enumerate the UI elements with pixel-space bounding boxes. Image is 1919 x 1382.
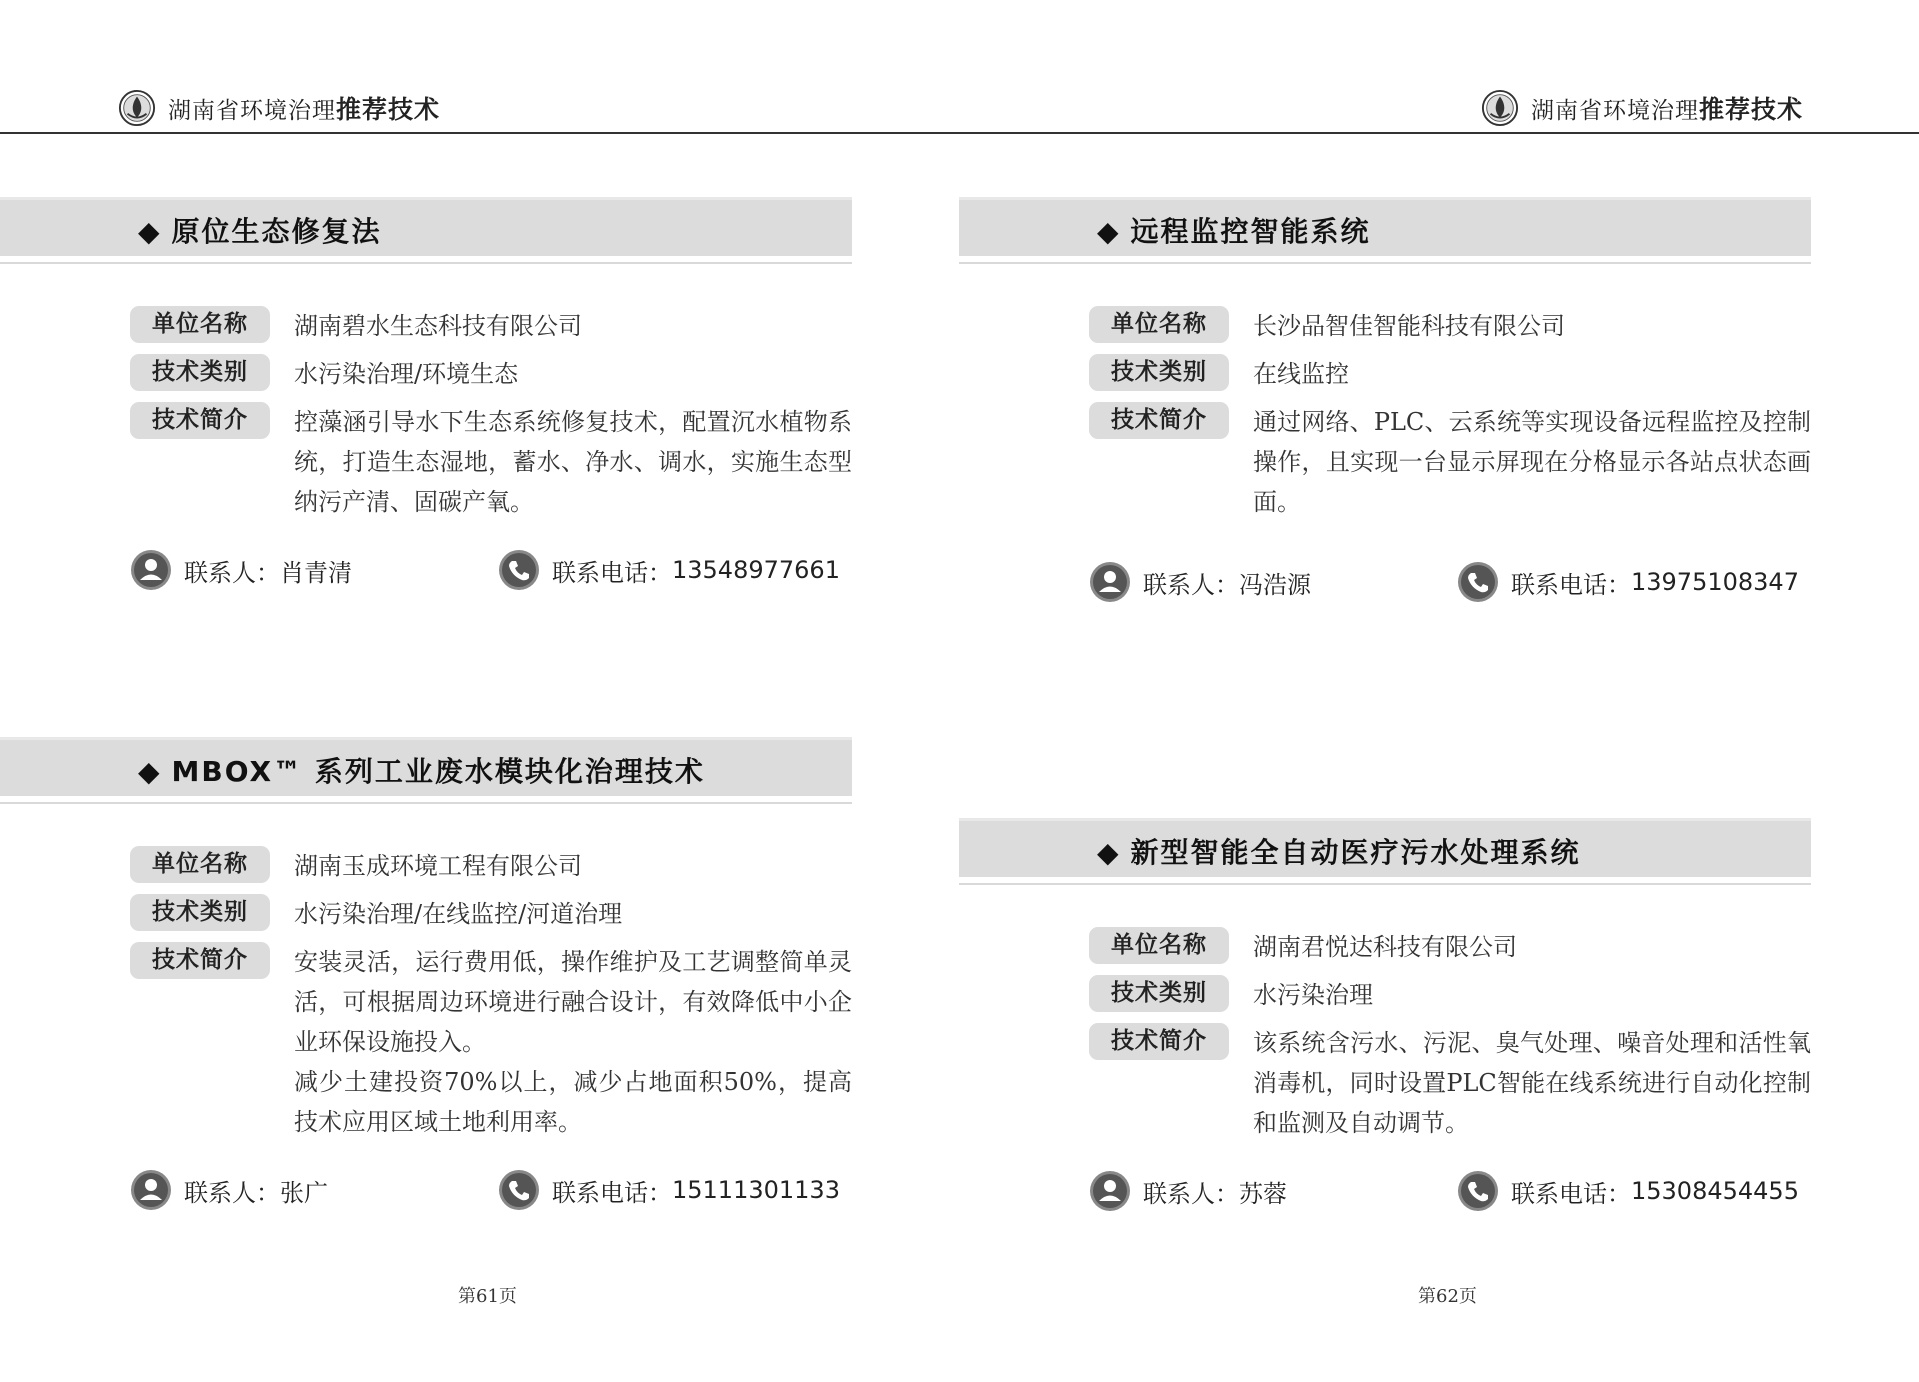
unit-value: 湖南碧水生态科技有限公司 (294, 312, 582, 340)
info-rows (130, 846, 852, 1142)
header-title-bold: 推荐技术 (336, 95, 441, 124)
section-title-bar (0, 197, 852, 256)
unit-value: 长沙品智佳智能科技有限公司 (1253, 312, 1565, 340)
intro-value (1253, 402, 1811, 522)
section-title-bar (0, 737, 852, 796)
intro-row (130, 402, 852, 522)
contact-row (1089, 560, 1811, 604)
contact-person-label: 联系人： (184, 558, 280, 587)
contact-person-label: 联系人： (184, 1178, 280, 1207)
info-rows (130, 306, 852, 522)
contact-phone (498, 1169, 840, 1211)
header-divider (0, 132, 960, 134)
contact-phone-number: 13548977661 (672, 556, 840, 584)
intro-paragraph: 安装灵活，运行费用低，操作维护及工艺调整简单灵活，可根据周边环境进行融合设计，有效降低中小企业环保设施投入。 (294, 948, 852, 1056)
info-rows (1089, 306, 1811, 522)
unit-label: 单位名称 (1089, 927, 1229, 964)
person-icon (1089, 561, 1131, 603)
intro-label: 技术简介 (130, 942, 270, 979)
intro-paragraph: 减少土建投资70%以上，减少占地面积50%，提高技术应用区域土地利用率。 (294, 1068, 852, 1136)
contact-phone-label: 联系电话： (552, 1178, 672, 1207)
contact-person-name: 张广 (280, 1178, 328, 1207)
intro-value (294, 402, 852, 522)
contact-person (1089, 561, 1457, 603)
contact-phone (498, 549, 840, 591)
unit-label: 单位名称 (1089, 306, 1229, 343)
contact-row (130, 548, 852, 592)
contact-phone-number: 13975108347 (1631, 568, 1799, 596)
intro-label: 技术简介 (1089, 1023, 1229, 1060)
diamond-bullet-icon: ◆ (1097, 836, 1121, 869)
unit-row (1089, 306, 1811, 346)
contact-phone-number: 15308454455 (1631, 1177, 1799, 1205)
contact-row (1089, 1169, 1811, 1213)
person-icon (1089, 1170, 1131, 1212)
intro-row (1089, 402, 1811, 522)
intro-label: 技术简介 (1089, 402, 1229, 439)
unit-value: 湖南玉成环境工程有限公司 (294, 852, 582, 880)
category-value: 水污染治理/环境生态 (294, 360, 519, 388)
category-value: 水污染治理 (1253, 981, 1373, 1009)
section-title-text: 远程监控智能系统 (1130, 215, 1371, 248)
contact-person (130, 1169, 498, 1211)
unit-value: 湖南君悦达科技有限公司 (1253, 933, 1517, 961)
section-title-bar (959, 818, 1811, 877)
page-number: 第62页 (1418, 1286, 1477, 1307)
contact-person-name: 冯浩源 (1239, 570, 1311, 599)
page-header (118, 86, 440, 130)
category-value: 水污染治理/在线监控/河道治理 (294, 900, 623, 928)
contact-person (1089, 1170, 1457, 1212)
section-title (138, 210, 382, 250)
category-value: 在线监控 (1253, 360, 1349, 388)
logo-icon (1481, 89, 1519, 127)
contact-person (130, 549, 498, 591)
page-number: 第61页 (458, 1286, 517, 1307)
category-label: 技术类别 (1089, 975, 1229, 1012)
section-title-text: 原位生态修复法 (171, 215, 382, 248)
header-title-light: 湖南省环境治理 (168, 98, 336, 124)
right-page (959, 0, 1919, 1382)
contact-phone-label: 联系电话： (1511, 570, 1631, 599)
contact-person-label: 联系人： (1143, 570, 1239, 599)
unit-row (130, 306, 852, 346)
unit-row (1089, 927, 1811, 967)
section-title-bar (959, 197, 1811, 256)
page-header (1481, 86, 1803, 130)
category-label: 技术类别 (130, 354, 270, 391)
logo-icon (118, 89, 156, 127)
header-divider (959, 132, 1919, 134)
person-icon (130, 549, 172, 591)
unit-label: 单位名称 (130, 846, 270, 883)
unit-row (130, 846, 852, 886)
info-rows (1089, 927, 1811, 1143)
tech-section (0, 737, 852, 1212)
tech-section (959, 197, 1811, 604)
intro-row (130, 942, 852, 1142)
intro-value (294, 942, 852, 1142)
section-title (1097, 210, 1371, 250)
contact-row (130, 1168, 852, 1212)
category-label: 技术类别 (130, 894, 270, 931)
tech-section (959, 818, 1811, 1213)
header-title (168, 90, 440, 126)
unit-label: 单位名称 (130, 306, 270, 343)
diamond-bullet-icon: ◆ (138, 215, 162, 248)
intro-paragraph: 该系统含污水、污泥、臭气处理、噪音处理和活性氧消毒机，同时设置PLC智能在线系统进行自动化控制和监测及自动调节。 (1253, 1029, 1811, 1137)
contact-phone-number: 15111301133 (672, 1176, 840, 1204)
section-title (1097, 831, 1581, 871)
contact-person-name: 苏蓉 (1239, 1179, 1287, 1208)
contact-phone (1457, 561, 1799, 603)
diamond-bullet-icon: ◆ (138, 755, 162, 788)
contact-phone-label: 联系电话： (552, 558, 672, 587)
contact-phone-label: 联系电话： (1511, 1179, 1631, 1208)
contact-phone (1457, 1170, 1799, 1212)
phone-icon (1457, 561, 1499, 603)
contact-person-label: 联系人： (1143, 1179, 1239, 1208)
person-icon (130, 1169, 172, 1211)
section-title-text: MBOX™ 系列工业废水模块化治理技术 (171, 755, 705, 788)
intro-paragraph: 通过网络、PLC、云系统等实现设备远程监控及控制操作，且实现一台显示屏现在分格显示各站点状态画面。 (1253, 408, 1811, 516)
category-row (1089, 354, 1811, 394)
diamond-bullet-icon: ◆ (1097, 215, 1121, 248)
category-row (1089, 975, 1811, 1015)
section-title (138, 750, 705, 790)
intro-label: 技术简介 (130, 402, 270, 439)
intro-value (1253, 1023, 1811, 1143)
phone-icon (1457, 1170, 1499, 1212)
intro-paragraph: 控藻涵引导水下生态系统修复技术，配置沉水植物系统，打造生态湿地，蓄水、净水、调水，实施生态型纳污产清、固碳产氧。 (294, 408, 852, 516)
contact-person-name: 肖青清 (280, 558, 352, 587)
header-title (1531, 90, 1803, 126)
category-row (130, 354, 852, 394)
tech-section (0, 197, 852, 592)
header-title-bold: 推荐技术 (1699, 95, 1804, 124)
header-title-light: 湖南省环境治理 (1531, 98, 1699, 124)
phone-icon (498, 549, 540, 591)
section-title-text: 新型智能全自动医疗污水处理系统 (1130, 836, 1581, 869)
intro-row (1089, 1023, 1811, 1143)
phone-icon (498, 1169, 540, 1211)
category-label: 技术类别 (1089, 354, 1229, 391)
category-row (130, 894, 852, 934)
